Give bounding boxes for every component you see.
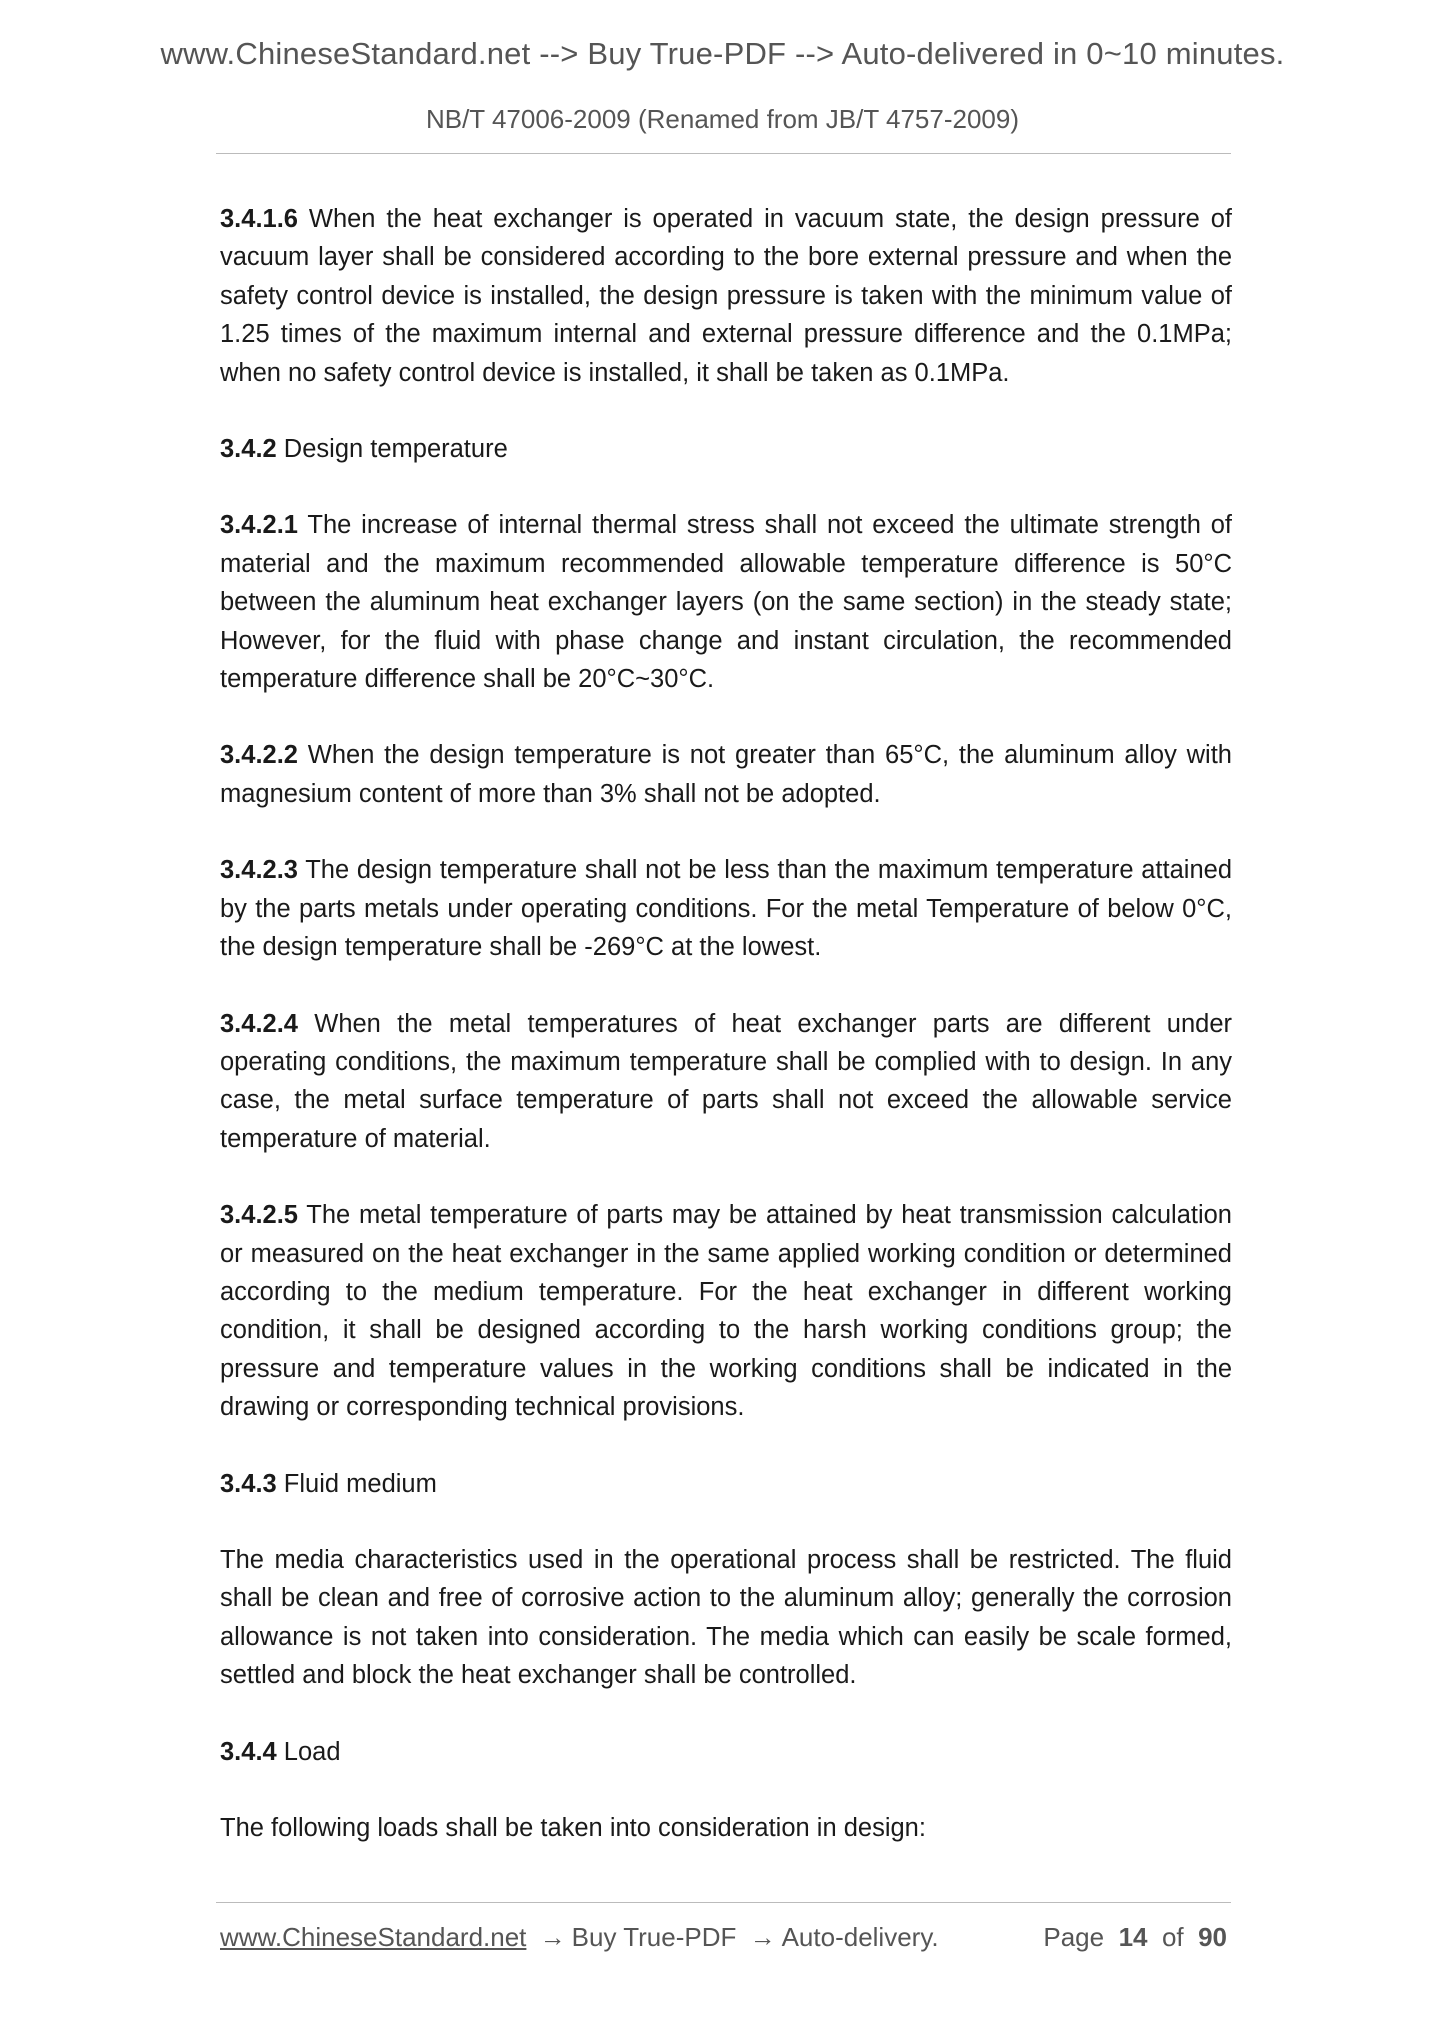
auto-delivery-text: Auto-delivery. <box>781 1922 939 1952</box>
paragraph-text: The media characteristics used in the operational process shall be restricted. The fluid shall be clean and free of corrosive action to the aluminum alloy; generally the corrosion allowance is not taken into consideration. The media which can easily be scale formed, settled and block the heat exchanger shall be controlled. <box>220 1545 1232 1690</box>
clause-heading: Load <box>276 1737 341 1766</box>
clause-text: When the metal temperatures of heat exchanger parts are different under operating conditions, the maximum temperature shall be complied with to design. In any case, the metal surface temperature of parts shall not exceed the allowable service temperature of material. <box>220 1009 1232 1153</box>
document-id: NB/T 47006-2009 (Renamed from JB/T 4757-2009) <box>425 104 1020 134</box>
footer-divider <box>216 1902 1231 1903</box>
clause-3-4-2-5 <box>220 1196 1232 1426</box>
clause-text: When the heat exchanger is operated in vacuum state, the design pressure of vacuum layer shall be considered according to the bore external pressure and when the safety control device is installed, the design pressure is taken with the minimum value of 1.25 times of the maximum internal and external pressure difference and the 0.1MPa; when no safety control device is installed, it shall be taken as 0.1MPa. <box>220 205 1232 387</box>
clause-3-4-3 <box>220 1465 1232 1503</box>
paragraph-text: The following loads shall be taken into consideration in design: <box>220 1814 926 1842</box>
site-banner: www.ChineseStandard.net --> Buy True-PDF --> Auto-delivered in 0~10 minutes. <box>160 36 1285 71</box>
clause-3-4-2-4 <box>220 1005 1232 1159</box>
clause-number: 3.4.2.1 <box>220 511 298 540</box>
clause-number: 3.4.2.2 <box>220 741 298 770</box>
footer-links <box>220 1922 939 1953</box>
clause-number: 3.4.2 <box>220 435 277 464</box>
site-link[interactable]: www.ChineseStandard.net <box>220 1922 527 1952</box>
clause-number: 3.4.3 <box>220 1469 277 1498</box>
clause-number: 3.4.1.6 <box>220 205 298 233</box>
arrow-right-icon: → <box>539 1922 566 1952</box>
clause-text: The increase of internal thermal stress shall not exceed the ultimate strength of material and the maximum recommended allowable temperature difference is 50°C between the aluminum heat exchanger layers (on the same section) in the steady state; However, for the fluid with phase change and instant circulation, the recommended temperature difference shall be 20°C~30°C. <box>220 511 1232 694</box>
header-divider <box>216 153 1231 154</box>
of-label: of <box>1161 1922 1184 1952</box>
page-label: Page <box>1043 1922 1105 1952</box>
clause-3-4-2 <box>220 430 1232 468</box>
arrow-right-icon: → <box>749 1922 776 1952</box>
clause-3-4-1-6 <box>220 200 1232 392</box>
load-intro-paragraph <box>220 1809 1232 1847</box>
clause-heading: Fluid medium <box>276 1469 437 1498</box>
clause-text: When the design temperature is not greater than 65°C, the aluminum alloy with magnesium content of more than 3% shall not be adopted. <box>220 741 1232 808</box>
clause-3-4-2-2 <box>220 736 1232 813</box>
document-body <box>220 200 1232 1885</box>
clause-number: 3.4.4 <box>220 1737 277 1766</box>
current-page-number: 14 <box>1118 1922 1148 1952</box>
clause-3-4-4 <box>220 1733 1232 1771</box>
page-indicator <box>1043 1922 1227 1953</box>
clause-text: The metal temperature of parts may be attained by heat transmission calculation or measured on the heat exchanger in the same applied working condition or determined according to the medium temperature. For the heat exchanger in different working condition, it shall be designed according to the harsh working conditions group; the pressure and temperature values in the working conditions shall be indicated in the drawing or corresponding technical provisions. <box>220 1201 1232 1422</box>
clause-number: 3.4.2.4 <box>220 1009 298 1038</box>
buy-pdf-text: Buy True-PDF <box>571 1922 737 1952</box>
clause-3-4-2-3 <box>220 851 1232 966</box>
clause-number: 3.4.2.5 <box>220 1201 298 1230</box>
total-pages-number: 90 <box>1198 1922 1227 1952</box>
clause-text: The design temperature shall not be less than the maximum temperature attained by the parts metals under operating conditions. For the metal Temperature of below 0°C, the design temperature shall be -269°C at the lowest. <box>220 856 1232 962</box>
clause-number: 3.4.2.3 <box>220 856 298 885</box>
fluid-medium-paragraph <box>220 1541 1232 1695</box>
clause-3-4-2-1 <box>220 506 1232 698</box>
clause-heading: Design temperature <box>276 435 508 464</box>
